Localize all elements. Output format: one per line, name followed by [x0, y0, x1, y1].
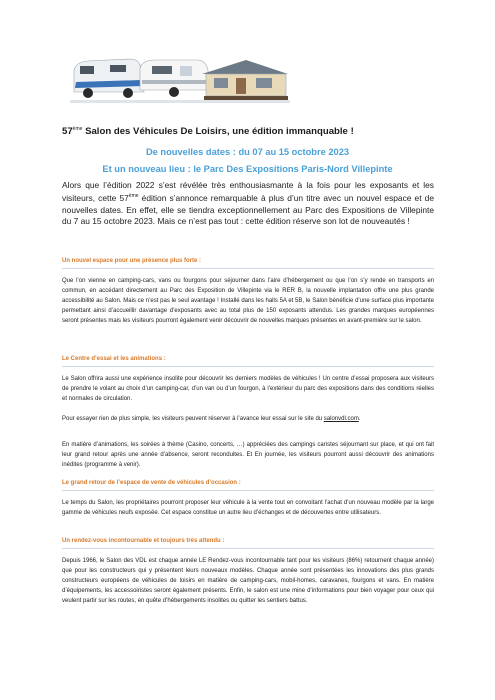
paragraph-animations: En matière d’animations, les soirées à thème (Casino, concerts, …) appréciées des campings caristes séjournant sur place, et qui ont fait leur grand retour après une année d’absence, seront reconduites. Et En journée, les visiteurs pourront aussi découvrir des animations inédites (programme à venir). — [62, 442, 434, 468]
section-heading-rendezvous: Un rendez-vous incontournable et toujours très attendu : — [62, 538, 225, 544]
paragraph-used-vehicles: Le temps du Salon, les propriétaires pourront proposer leur véhicule à la vente tout en convoitant l’achat d’un nouveau modèle par la large gamme de véhicules neufs exposée. Cet espace constitue un autre lieu d’échanges et de découvertes entre utilisateurs. — [62, 500, 434, 516]
event-location: Et un nouveau lieu : le Parc Des Expositions Paris-Nord Villepinte — [102, 164, 393, 174]
section-divider — [62, 548, 434, 549]
section-divider — [62, 490, 434, 491]
section-divider — [62, 366, 434, 367]
event-dates: De nouvelles dates : du 07 au 15 octobre 2023 — [145, 147, 350, 157]
paragraph-new-space: Que l’on vienne en camping-cars, vans ou fourgons pour séjourner dans l’aire d’hébergement ou que l’on s’y rende en transports en commun, en accédant directement au Parc des Exposition de Villepinte via le RER B, la nouvelle implantation offre une plus grande accessibilité au Salon. Mais ce n’est pas le seul avantage ! Installé dans les halls 5A et 5B, le Salon bénéficie d’une surface plus importante permettant ainsi d’accueillir davantage d’exposants avec au total plus de 150 exposants attendus. Les grandes marques européennes seront présentes mais les visiteurs pourront également venir découvrir de nouvelles marques présentes en avant-première sur le salon. — [62, 278, 434, 324]
motorhome-image — [74, 59, 144, 98]
caravan-image — [140, 60, 208, 97]
section-heading-test-center: Le Centre d’essai et les animations : — [62, 356, 166, 362]
intro-paragraph: Alors que l’édition 2022 s’est révélée très enthousiasmante à la fois pour les exposants et les visiteurs, cette 57ème édition s’annonce remarquable à plus d’un titre avec un nouvel espace et de nouvelles dates. En effet, elle se tiendra exceptionnellement au Parc des Expositions de Villepinte du 7 au 15 octobre 2023. Mais ce n’est pas tout : cette édition réserve son lot de nouveautés ! — [62, 180, 434, 227]
section-heading-used-vehicles: Le grand retour de l’espace de vente de véhicules d’occasion : — [62, 480, 241, 486]
salonvdl-link[interactable]: salonvdl.com — [323, 416, 359, 422]
page-title: 57ème Salon des Véhicules De Loisirs, une édition immanquable ! — [62, 126, 354, 138]
mobilhome-image — [202, 60, 288, 100]
paragraph-booking: Pour essayer rien de plus simple, les visiteurs peuvent réserver à l’avance leur essai sur le site du salonvdl.com. — [62, 416, 361, 422]
vehicles-banner-image — [70, 52, 290, 112]
paragraph-rendezvous: Depuis 1966, le Salon des VDL est chaque année LE Rendez-vous incontournable tant pour les visiteurs (86%) retournent chaque année) que pour les constructeurs qui y présentent leurs nouveaux modèles. Chaque année sont présentées les innovations des plus grands constructeurs européens de véhicules de loisirs en matière de camping-cars, mobil-homes, caravanes, fourgons et vans. En matière d’équipements, les accessoiristes seront également présents. Enfin, le salon est une mine d’informations pour bien voyager pour ceux qui veulent partir sur les routes, en quête d’hébergements insolites ou quitter les sentiers battus. — [62, 558, 434, 604]
section-heading-new-space: Un nouvel espace pour une présence plus forte : — [62, 258, 202, 264]
section-divider — [62, 268, 434, 269]
paragraph-test-center: Le Salon offrira aussi une expérience insolite pour découvrir les derniers modèles de véhicules ! Un centre d’essai proposera aux visiteurs de prendre le volant au choix d’un camping-car, d’un van ou d’un fourgon, à l’extérieur du parc des expositions dans des conditions réelles et normales de circulation. — [62, 376, 434, 402]
